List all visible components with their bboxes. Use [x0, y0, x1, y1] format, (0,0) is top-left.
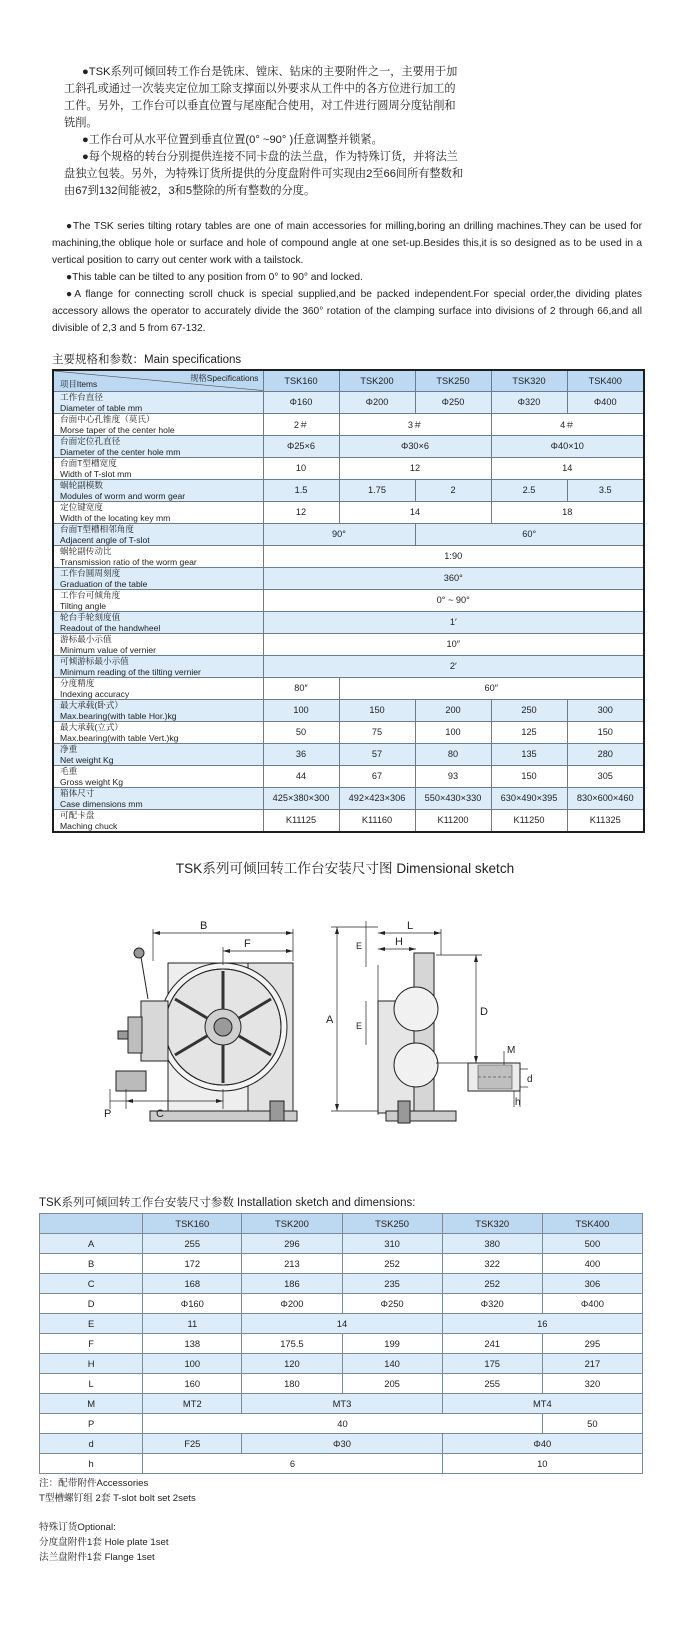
spec-value-cell: 80	[415, 743, 491, 765]
dims-row	[40, 1434, 643, 1454]
spec-value-cell: 300	[567, 699, 644, 721]
spec-value-cell: 360°	[263, 567, 644, 589]
spec-row-label-cn: 蜗轮副模数	[60, 479, 103, 490]
spec-value-cell: 1.75	[339, 479, 415, 501]
spec-row-label	[53, 765, 263, 787]
dims-value-cell: 168	[143, 1274, 242, 1294]
note-flange: 法兰盘附件1套 Flange 1set	[39, 1552, 155, 1563]
spec-row-label-cn: 台面定位孔直径	[60, 435, 121, 446]
dims-model-header: TSK400	[542, 1214, 642, 1234]
spec-row-label-cn: 台面T型槽宽度	[60, 457, 117, 468]
spec-row-label-cn: 定位键宽度	[60, 501, 103, 512]
spec-row-label-cn: 箱体尺寸	[60, 787, 95, 798]
dims-value-cell: 40	[143, 1414, 543, 1434]
spec-row-label-cn: 工作台圆周刻度	[60, 567, 121, 578]
spec-row	[53, 501, 644, 523]
dims-row	[40, 1234, 643, 1254]
intro-en-paragraph-1: ●The TSK series tilting rotary tables are one of main accessories for milling,boring an drilling machines.They can be used for machining,the oblique hole or surface and hole of compound angle at one set-up.Besides this,it is so designed as to be used in a vertical position to carry out center work with a tailstock.	[52, 221, 642, 266]
spec-value-cell: 100	[263, 699, 339, 721]
spec-row-label-en: Tilting angle	[60, 600, 107, 611]
dims-value-cell: 310	[342, 1234, 442, 1254]
spec-row-label	[53, 589, 263, 611]
dims-row-label: d	[40, 1434, 143, 1454]
dims-value-cell: 16	[442, 1314, 642, 1334]
note-tslot-bolt: T型槽螺钉组 2套 T-slot bolt set 2sets	[39, 1493, 196, 1504]
dims-row-label: E	[40, 1314, 143, 1334]
spec-value-cell: 80″	[263, 677, 339, 699]
spec-value-cell: 4＃	[491, 413, 644, 435]
spec-row	[53, 611, 644, 633]
dims-value-cell: 50	[542, 1414, 642, 1434]
spec-value-cell: Φ160	[263, 391, 339, 413]
spec-value-cell: 550×430×330	[415, 787, 491, 809]
dims-value-cell: 180	[242, 1374, 342, 1394]
spec-value-cell: 830×600×460	[567, 787, 644, 809]
dims-row-label: M	[40, 1394, 143, 1414]
dims-model-header: TSK250	[342, 1214, 442, 1234]
spec-row	[53, 743, 644, 765]
dims-row-label: A	[40, 1234, 143, 1254]
spec-value-cell: 125	[491, 721, 567, 743]
intro-en-paragraph-2: ●This table can be tilted to any position from 0° to 90° and locked.	[66, 272, 363, 283]
spec-value-cell: Φ40×10	[491, 435, 644, 457]
spec-row-label-en: Width of the locating key mm	[60, 512, 171, 523]
dims-value-cell: 6	[143, 1454, 442, 1474]
dims-value-cell: 175.5	[242, 1334, 342, 1354]
spec-value-cell: 50	[263, 721, 339, 743]
dims-header-row	[40, 1214, 643, 1234]
dimensional-sketch-drawing	[0, 905, 690, 1135]
dims-value-cell: 322	[442, 1254, 542, 1274]
dim-label-h-small: h	[515, 1097, 521, 1108]
dims-model-header: TSK320	[442, 1214, 542, 1234]
spec-value-cell: 93	[415, 765, 491, 787]
spec-row-label-cn: 台面T型槽相邻角度	[60, 523, 134, 534]
spec-value-cell: 10	[263, 457, 339, 479]
spec-value-cell: K11325	[567, 809, 644, 832]
spec-value-cell: 14	[339, 501, 491, 523]
dims-row	[40, 1374, 643, 1394]
spec-table-title: 主要规格和参数：Main specifications	[52, 354, 242, 366]
spec-row-label	[53, 567, 263, 589]
spec-value-cell: 2.5	[491, 479, 567, 501]
dims-value-cell: Φ250	[342, 1294, 442, 1314]
spec-model-header: TSK250	[415, 370, 491, 391]
dims-value-cell: 10	[442, 1454, 642, 1474]
spec-row-label	[53, 479, 263, 501]
dim-label-c: C	[156, 1108, 164, 1120]
spec-row	[53, 479, 644, 501]
spec-row-label	[53, 787, 263, 809]
spec-value-cell: Φ250	[415, 391, 491, 413]
dims-value-cell: Φ400	[542, 1294, 642, 1314]
spec-row-label-cn: 最大承载(卧式）	[60, 699, 124, 710]
dims-value-cell: F25	[143, 1434, 242, 1454]
spec-value-cell: Φ30×6	[339, 435, 491, 457]
spec-row-label-en: Gross weight Kg	[60, 776, 124, 787]
spec-model-header: TSK320	[491, 370, 567, 391]
dims-corner-cell	[40, 1214, 143, 1234]
spec-value-cell: K11250	[491, 809, 567, 832]
spec-row-label-cn: 净重	[60, 743, 78, 754]
spec-value-cell: 150	[491, 765, 567, 787]
dims-row	[40, 1454, 643, 1474]
spec-value-cell: 3.5	[567, 479, 644, 501]
spec-row-label	[53, 809, 263, 832]
dims-value-cell: MT4	[442, 1394, 642, 1414]
spec-value-cell: 12	[263, 501, 339, 523]
spec-value-cell: 60″	[339, 677, 644, 699]
spec-value-cell: 1:90	[263, 545, 644, 567]
dims-value-cell: 255	[442, 1374, 542, 1394]
dims-row-label: D	[40, 1294, 143, 1314]
spec-row-label-en: Width of T-slot mm	[60, 468, 132, 479]
spec-row-label	[53, 391, 263, 413]
dim-label-e-upper: E	[356, 941, 363, 951]
intro-cn-paragraph-2: ●工作台可从水平位置到垂直位置(0° ~90° )任意调整并锁紧。	[82, 134, 383, 146]
dims-table	[39, 1213, 643, 1474]
dims-row-label: H	[40, 1354, 143, 1374]
spec-row-label-en: Graduation of the table	[60, 578, 148, 589]
spec-row-label	[53, 435, 263, 457]
spec-row-label	[53, 633, 263, 655]
spec-row-label-en: Diameter of the center hole mm	[60, 446, 181, 457]
spec-value-cell: 135	[491, 743, 567, 765]
intro-cn-paragraph-1: ●TSK系列可倾回转工作台是铣床、镗床、钻床的主要附件之一，主要用于加工斜孔或通过一次装夹定位加工除支撑面以外要求从工件中的各方位进行加工的工件。另外，工作台可以垂直位置与尾座配合使用，对工件进行圆周分度钻削和铣削。	[64, 66, 458, 129]
spec-row-label-cn: 可配卡盘	[60, 809, 95, 820]
dims-model-header: TSK200	[242, 1214, 342, 1234]
dims-value-cell: 252	[442, 1274, 542, 1294]
spec-value-cell: K11125	[263, 809, 339, 832]
spec-row	[53, 391, 644, 413]
dims-value-cell: 252	[342, 1254, 442, 1274]
dims-value-cell: 400	[542, 1254, 642, 1274]
note-accessories: 注：配带附件Accessories	[39, 1478, 149, 1489]
dims-table-title: TSK系列可倾回转工作台安装尺寸参数 Installation sketch and dimensions:	[39, 1197, 416, 1209]
spec-value-cell: 44	[263, 765, 339, 787]
spec-value-cell: Φ320	[491, 391, 567, 413]
dims-value-cell: 14	[242, 1314, 442, 1334]
dims-value-cell: 320	[542, 1374, 642, 1394]
spec-row-label	[53, 699, 263, 721]
spec-value-cell: 630×490×395	[491, 787, 567, 809]
dims-value-cell: 138	[143, 1334, 242, 1354]
spec-row-label-en: Adjacent angle of T-slot	[60, 534, 150, 545]
dims-row	[40, 1334, 643, 1354]
spec-row	[53, 633, 644, 655]
dims-value-cell: 296	[242, 1234, 342, 1254]
spec-row-label-en: Morse taper of the center hole	[60, 424, 175, 435]
spec-row	[53, 721, 644, 743]
spec-corner-cell	[53, 370, 263, 391]
spec-row-label-en: Transmission ratio of the worm gear	[60, 556, 197, 567]
spec-row-label-cn: 毛重	[60, 765, 78, 776]
spec-row-label	[53, 523, 263, 545]
dims-value-cell: MT2	[143, 1394, 242, 1414]
spec-row	[53, 413, 644, 435]
spec-row	[53, 457, 644, 479]
spec-row-label-cn: 工作台直径	[60, 391, 103, 402]
spec-value-cell: 67	[339, 765, 415, 787]
intro-chinese	[64, 64, 464, 200]
dims-row	[40, 1254, 643, 1274]
spec-model-header: TSK400	[567, 370, 644, 391]
spec-value-cell: 1.5	[263, 479, 339, 501]
spec-value-cell: 14	[491, 457, 644, 479]
dim-label-a: A	[326, 1014, 334, 1026]
dims-value-cell: 235	[342, 1274, 442, 1294]
dim-label-e-lower: E	[356, 1021, 363, 1031]
dim-label-d-small: d	[527, 1074, 533, 1085]
spec-row-label-en: Minimum value of vernier	[60, 644, 156, 655]
spec-row-label	[53, 611, 263, 633]
spec-row-label	[53, 545, 263, 567]
spec-row-label-cn: 游标最小示值	[60, 633, 112, 644]
dim-label-m: M	[507, 1045, 516, 1056]
spec-row-label-cn: 分度精度	[60, 677, 95, 688]
spec-row	[53, 567, 644, 589]
dims-row	[40, 1294, 643, 1314]
corner-items-label: 项目Items	[60, 378, 98, 389]
dims-value-cell: 160	[143, 1374, 242, 1394]
spec-row-label-en: Max.bearing(with table Hor.)kg	[60, 710, 177, 721]
spec-value-cell: 425×380×300	[263, 787, 339, 809]
spec-value-cell: Φ400	[567, 391, 644, 413]
spec-row	[53, 589, 644, 611]
spec-row	[53, 699, 644, 721]
spec-table	[52, 369, 645, 833]
dims-row-label: L	[40, 1374, 143, 1394]
dims-row-label: C	[40, 1274, 143, 1294]
dims-value-cell: 100	[143, 1354, 242, 1374]
spec-value-cell: 12	[339, 457, 491, 479]
note-optional: 特殊订货Optional:	[39, 1522, 116, 1533]
dim-label-p: P	[104, 1108, 112, 1120]
dims-row-label: h	[40, 1454, 143, 1474]
dims-value-cell: Φ160	[143, 1294, 242, 1314]
dim-label-h: H	[395, 936, 403, 948]
spec-value-cell: 2′	[263, 655, 644, 677]
dims-value-cell: 255	[143, 1234, 242, 1254]
spec-row-label-en: Max.bearing(with table Vert.)kg	[60, 732, 179, 743]
spec-row-label	[53, 721, 263, 743]
spec-value-cell: 250	[491, 699, 567, 721]
spec-row-label	[53, 501, 263, 523]
spec-row-label-en: Diameter of table mm	[60, 402, 143, 413]
dim-label-f: F	[244, 938, 251, 950]
spec-row-label-en: Indexing accuracy	[60, 688, 130, 699]
spec-value-cell: 280	[567, 743, 644, 765]
sketch-title: TSK系列可倾回转工作台安装尺寸图 Dimensional sketch	[175, 861, 515, 876]
dims-value-cell: 241	[442, 1334, 542, 1354]
dims-value-cell: 306	[542, 1274, 642, 1294]
spec-value-cell: 57	[339, 743, 415, 765]
spec-value-cell: 0° ~ 90°	[263, 589, 644, 611]
dims-value-cell: Φ30	[242, 1434, 442, 1454]
spec-row-label-cn: 可倾游标最小示值	[60, 655, 129, 666]
spec-value-cell: 100	[415, 721, 491, 743]
dims-row	[40, 1414, 643, 1434]
corner-specifications-label: 规格Specifications	[190, 373, 259, 383]
spec-value-cell: 1′	[263, 611, 644, 633]
spec-row-label-en: Modules of worm and worm gear	[60, 490, 186, 501]
dims-value-cell: 186	[242, 1274, 342, 1294]
spec-row-label-en: Case dimensions mm	[60, 798, 143, 809]
spec-value-cell: K11200	[415, 809, 491, 832]
dims-value-cell: 380	[442, 1234, 542, 1254]
intro-english	[52, 218, 642, 337]
spec-row-label	[53, 457, 263, 479]
dims-value-cell: 213	[242, 1254, 342, 1274]
dims-value-cell: 120	[242, 1354, 342, 1374]
spec-row-label-cn: 最大承载(立式）	[60, 721, 124, 732]
spec-row-label	[53, 677, 263, 699]
spec-value-cell: 36	[263, 743, 339, 765]
spec-row	[53, 765, 644, 787]
dims-row-label: B	[40, 1254, 143, 1274]
spec-row-label	[53, 413, 263, 435]
dims-value-cell: Φ40	[442, 1434, 642, 1454]
spec-row	[53, 523, 644, 545]
spec-value-cell: 3＃	[339, 413, 491, 435]
dims-value-cell: 217	[542, 1354, 642, 1374]
spec-row-label-cn: 工作台可倾角度	[60, 589, 121, 600]
spec-value-cell: 60°	[415, 523, 644, 545]
spec-row-label-en: Minimum reading of the tilting vernier	[60, 666, 201, 677]
spec-value-cell: 2	[415, 479, 491, 501]
spec-value-cell: 2＃	[263, 413, 339, 435]
dims-value-cell: 295	[542, 1334, 642, 1354]
dim-label-l: L	[407, 920, 414, 932]
spec-row	[53, 787, 644, 809]
dims-value-cell: 205	[342, 1374, 442, 1394]
spec-value-cell: 492×423×306	[339, 787, 415, 809]
spec-row-label	[53, 655, 263, 677]
spec-value-cell: Φ200	[339, 391, 415, 413]
spec-row-label-en: Readout of the handwheel	[60, 622, 161, 633]
spec-row-label-cn: 轮台手轮刻度值	[60, 611, 121, 622]
dims-row-label: P	[40, 1414, 143, 1434]
spec-value-cell: Φ25×6	[263, 435, 339, 457]
dims-value-cell: 11	[143, 1314, 242, 1334]
spec-value-cell: 150	[339, 699, 415, 721]
spec-model-header: TSK160	[263, 370, 339, 391]
intro-cn-paragraph-3: ●每个规格的转台分别提供连接不同卡盘的法兰盘，作为特殊订货，并将法兰盘独立包装。另外，为特殊订货所提供的分度盘附件可实现由2至66间所有整数和由67到132间能被2，3和5整除的所有整数的分度。	[64, 151, 464, 197]
dims-model-header: TSK160	[143, 1214, 242, 1234]
spec-row	[53, 677, 644, 699]
spec-row-label-cn: 蜗轮副传动比	[60, 545, 112, 556]
spec-model-header: TSK200	[339, 370, 415, 391]
dims-row-label: F	[40, 1334, 143, 1354]
dims-value-cell: 199	[342, 1334, 442, 1354]
spec-row	[53, 655, 644, 677]
spec-row	[53, 435, 644, 457]
dims-row	[40, 1394, 643, 1414]
spec-row-label-en: Net weight Kg	[60, 754, 114, 765]
spec-value-cell: 75	[339, 721, 415, 743]
spec-value-cell: 200	[415, 699, 491, 721]
dims-row	[40, 1354, 643, 1374]
dims-value-cell: 172	[143, 1254, 242, 1274]
spec-row-label-en: Maching chuck	[60, 820, 118, 831]
spec-value-cell: 10″	[263, 633, 644, 655]
spec-value-cell: 90°	[263, 523, 415, 545]
dims-value-cell: 175	[442, 1354, 542, 1374]
dim-label-d: D	[480, 1006, 488, 1018]
notes	[39, 1476, 196, 1565]
spec-row	[53, 809, 644, 832]
dim-label-b: B	[200, 920, 208, 932]
dims-value-cell: 500	[542, 1234, 642, 1254]
dims-row	[40, 1314, 643, 1334]
spec-row-label-cn: 台面中心孔锥度（莫氏）	[60, 413, 155, 424]
dims-value-cell: Φ320	[442, 1294, 542, 1314]
note-hole-plate: 分度盘附件1套 Hole plate 1set	[39, 1537, 169, 1548]
spec-row	[53, 545, 644, 567]
dims-value-cell: Φ200	[242, 1294, 342, 1314]
spec-value-cell: K11160	[339, 809, 415, 832]
dims-value-cell: MT3	[242, 1394, 442, 1414]
spec-row-label	[53, 743, 263, 765]
spec-header-row	[53, 370, 644, 391]
dims-row	[40, 1274, 643, 1294]
intro-en-paragraph-3: ●A flange for connecting scroll chuck is special supplied,and be packed independent.For special order,the dividing plates accessory allows the operator to accurately divide the 360° rotation of the clamping surface into divisions of 2 through 66,and all divisible of 2,3 and 5 from 67-132.	[52, 289, 642, 334]
spec-value-cell: 305	[567, 765, 644, 787]
spec-value-cell: 18	[491, 501, 644, 523]
dims-value-cell: 140	[342, 1354, 442, 1374]
spec-value-cell: 150	[567, 721, 644, 743]
